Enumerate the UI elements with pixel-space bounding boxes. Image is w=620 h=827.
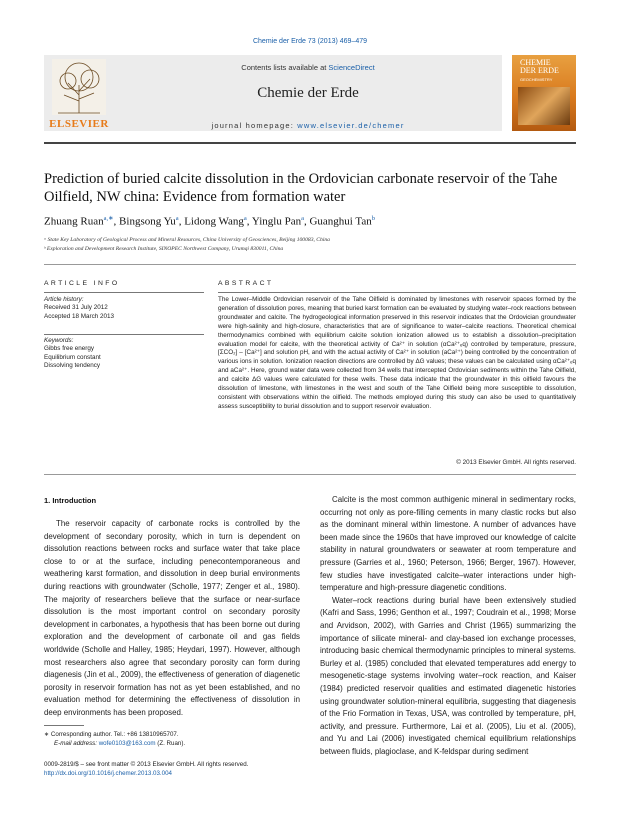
- journal-name: Chemie der Erde: [257, 85, 359, 101]
- affiliation-a: ᵃ State Key Laboratory of Geological Process and Mineral Resources, China University of Geosciences, Beijing 100083, China: [44, 237, 330, 243]
- calcite-paragraph: Calcite is the most common authigenic mineral in sedimentary rocks, occurring not only as pore-filling cements in many clastic rocks but also as the dominant mineral within limestone. A number of advances have been made since the 1960s that have improved our knowledge of calcite stability in natural groundwaters or seawater at room temperature and pressure (Garries et al., 1960; Peterson, 1966; Berger, 1967). However, few studies have investigated calcite–water interactions under high-temperature and high-pressure diagenetic conditions.: [320, 495, 576, 593]
- info-rule: [44, 292, 204, 293]
- keyword: Gibbs free energy: [44, 345, 95, 353]
- keyword: Equilibrium constant: [44, 353, 101, 361]
- footnote-rule: [44, 725, 84, 726]
- abstract-rule: [218, 292, 576, 293]
- author-separator: ,: [178, 215, 185, 228]
- cover-title: CHEMIE DER ERDE: [520, 58, 559, 75]
- author-list: [44, 214, 576, 228]
- email-link[interactable]: wofe0103@163.com: [98, 740, 156, 747]
- section-heading-introduction: 1. Introduction: [44, 496, 97, 505]
- homepage-link[interactable]: www.elsevier.de/chemer: [297, 121, 405, 130]
- left-column: [44, 518, 300, 720]
- keywords-label: Keywords:: [44, 337, 74, 344]
- intro-paragraph: The reservoir capacity of carbonate rocks is controlled by the development of secondary porosity, which in turn is dependent on dissolution reactions between rocks and surface water that take place close to or at the surface, including penecontemporaneous and weathering karst formation, and dissolution in deep burial environments during reactions with groundwater (Scholle, 1977; Zenger et al., 1980). The majority of researchers believe that the surface or near-surface dissolution is the most important control on secondary porosity development in carbonates, a hypothesis that has been borne out during exploration and the development of carbonate oil and gas fields worldwide (Scholle and Halley, 1985; Heydari, 1997). However, although most researchers also agree that secondary porosity can form during diagenesis (Jin et al., 2009), the effectiveness of generation of diagenetic porosity in reservoir formation has not as yet been established, and no evaluation method for determining the effectiveness of dissolution in deep environments has been proposed.: [44, 519, 300, 717]
- elsevier-wordmark: ELSEVIER: [49, 118, 109, 130]
- corresponding-author: ∗ Corresponding author. Tel.: +86 13810965707.: [44, 731, 179, 738]
- cover-subtitle: GEOCHEMISTRY: [520, 77, 553, 82]
- abstract-text: The Lower–Middle Ordovician reservoir of the Tahe Oilfield is dominated by limestones with reservoir spaces formed by the generation of dissolution pores, meaning that buried karst formation can be evaluated by studying water–rock reactions between groundwater and calcite. The hydrogeological information preserved in this reservoir indicates that the Ordovician groundwater were high-salinity and high-closure, characteristics that are of significance to water–calcite reactions. Theoretical chemical thermodynamics combined with equilibrium calcite solution ionization allowed us to establish a dissolution–precipitation evaluation model for calcite, with the theoretical activity of Ca²⁺ in solution (αCa²⁺ₑq) controlled by temperature, pressure, [ΣCO₂] – [Ca²⁺] and solution pH, and with the actual activity of Ca²⁺ in solution (aCa²⁺) being controlled by the concentration of various ions in solution. Ionization reaction directions are controlled by ΔG values; these values can be calculated using αCa²⁺ₑq and aCa²⁺. Here, ground water data were collected from 34 wells that intercepted Ordovician sediments within the Tahe Oilfield, and calcite ΔG values were calculated for these wells. These data indicate that the groundwater in this oilfield favours the dissolution of limestone, with limestones in the west and south of the Tahe Oilfield being more susceptible to dissolution, consistent with observations within the oilfield. The methods employed during this study can also be used to quantitatively assess susceptibility to burial dissolution and to support reservoir evaluation.: [218, 296, 576, 410]
- journal-citation[interactable]: Chemie der Erde 73 (2013) 469–479: [252, 38, 368, 45]
- affiliation-b: ᵇ Exploration and Development Research Institute, SINOPEC Northwest Company, Urumqi 830011, China: [44, 246, 284, 252]
- doi-link[interactable]: http://dx.doi.org/10.1016/j.chemer.2013.03.004: [44, 770, 172, 777]
- author-separator: ,: [113, 215, 120, 228]
- author-affiliation-marker[interactable]: b: [371, 215, 376, 222]
- copyright-notice: © 2013 Elsevier GmbH. All rights reserved.: [456, 459, 576, 466]
- front-matter-line: 0009-2819/$ – see front matter © 2013 Elsevier GmbH. All rights reserved.: [44, 761, 249, 768]
- email-line: E-mail address: wofe0103@163.com (Z. Ruan).: [54, 740, 186, 747]
- keywords-block: [44, 337, 204, 371]
- author-name: Zhuang Ruan: [44, 215, 104, 228]
- author-separator: ,: [246, 215, 252, 228]
- contents-prefix: Contents lists available at: [241, 63, 329, 72]
- author-name: Lidong Wang: [184, 215, 244, 228]
- contents-line: [118, 63, 498, 72]
- author-affiliation-marker[interactable]: a: [175, 215, 179, 222]
- author-affiliation-marker[interactable]: a,∗: [103, 215, 114, 222]
- history-label: Article history:: [44, 296, 84, 303]
- article-info-caption: ARTICLE INFO: [44, 280, 120, 287]
- abstract-bottom-rule: [44, 474, 576, 475]
- journal-homepage: [118, 121, 498, 130]
- author-name: Bingsong Yu: [119, 215, 176, 228]
- homepage-prefix: journal homepage:: [211, 121, 298, 130]
- header-rule: [44, 142, 576, 144]
- water-rock-paragraph: Water–rock reactions during burial have been extensively studied (Kafri and Sass, 1996; Genthon et al., 1997; Coudrain et al., 1998; Morse and Arvidson, 2002), with Garries and Christ (1965) summarizing the importance of silicate mineral- and clay-based ion exchange processes, introducing basic chemical thermodynamic principles to mineral systems. Burley et al. (1985) concluded that elevated temperatures add energy to mesogenetic-stage systems involving water–rock reaction, and Kaiser (1984) predicted reservoir qualities and estimated diagenetic histories using groundwater solution-mineral equilibria, suggesting that diagenesis of the Frio Formation in Texas, USA, was controlled by temperature, pH, activity, and pressure. Furthermore, Lai et al. (2005), Liu et al. (2005), and Yu and Lai (2006) investigated chemical equilibrium relationships between fluids, plagioclase, and K-feldspar during sediment: [320, 595, 576, 756]
- abstract-caption: ABSTRACT: [218, 280, 274, 287]
- article-history: [44, 296, 204, 321]
- received-date: Received 31 July 2012: [44, 304, 108, 312]
- author-separator: ,: [303, 215, 310, 228]
- keyword: Dissolving tendency: [44, 362, 101, 370]
- corresponding-author-footnote: [44, 730, 300, 748]
- author-name: Yinglu Pan: [251, 215, 302, 228]
- cover-image: [518, 87, 570, 125]
- author-affiliation-marker[interactable]: a: [243, 215, 247, 222]
- info-divider: [44, 334, 204, 335]
- sciencedirect-link[interactable]: ScienceDirect: [328, 63, 375, 72]
- issn-block: [44, 760, 344, 778]
- article-title: Prediction of buried calcite dissolution in the Ordovician carbonate reservoir of the Tahe Oilfield, NW china: Evidence from formation water: [44, 171, 558, 205]
- right-column: [320, 494, 576, 758]
- affiliation-rule: [44, 264, 576, 265]
- journal-cover[interactable]: [512, 55, 576, 131]
- author-affiliation-marker[interactable]: a: [301, 215, 304, 222]
- accepted-date: Accepted 18 March 2013: [44, 312, 115, 320]
- author-name: Guanghui Tan: [309, 215, 372, 228]
